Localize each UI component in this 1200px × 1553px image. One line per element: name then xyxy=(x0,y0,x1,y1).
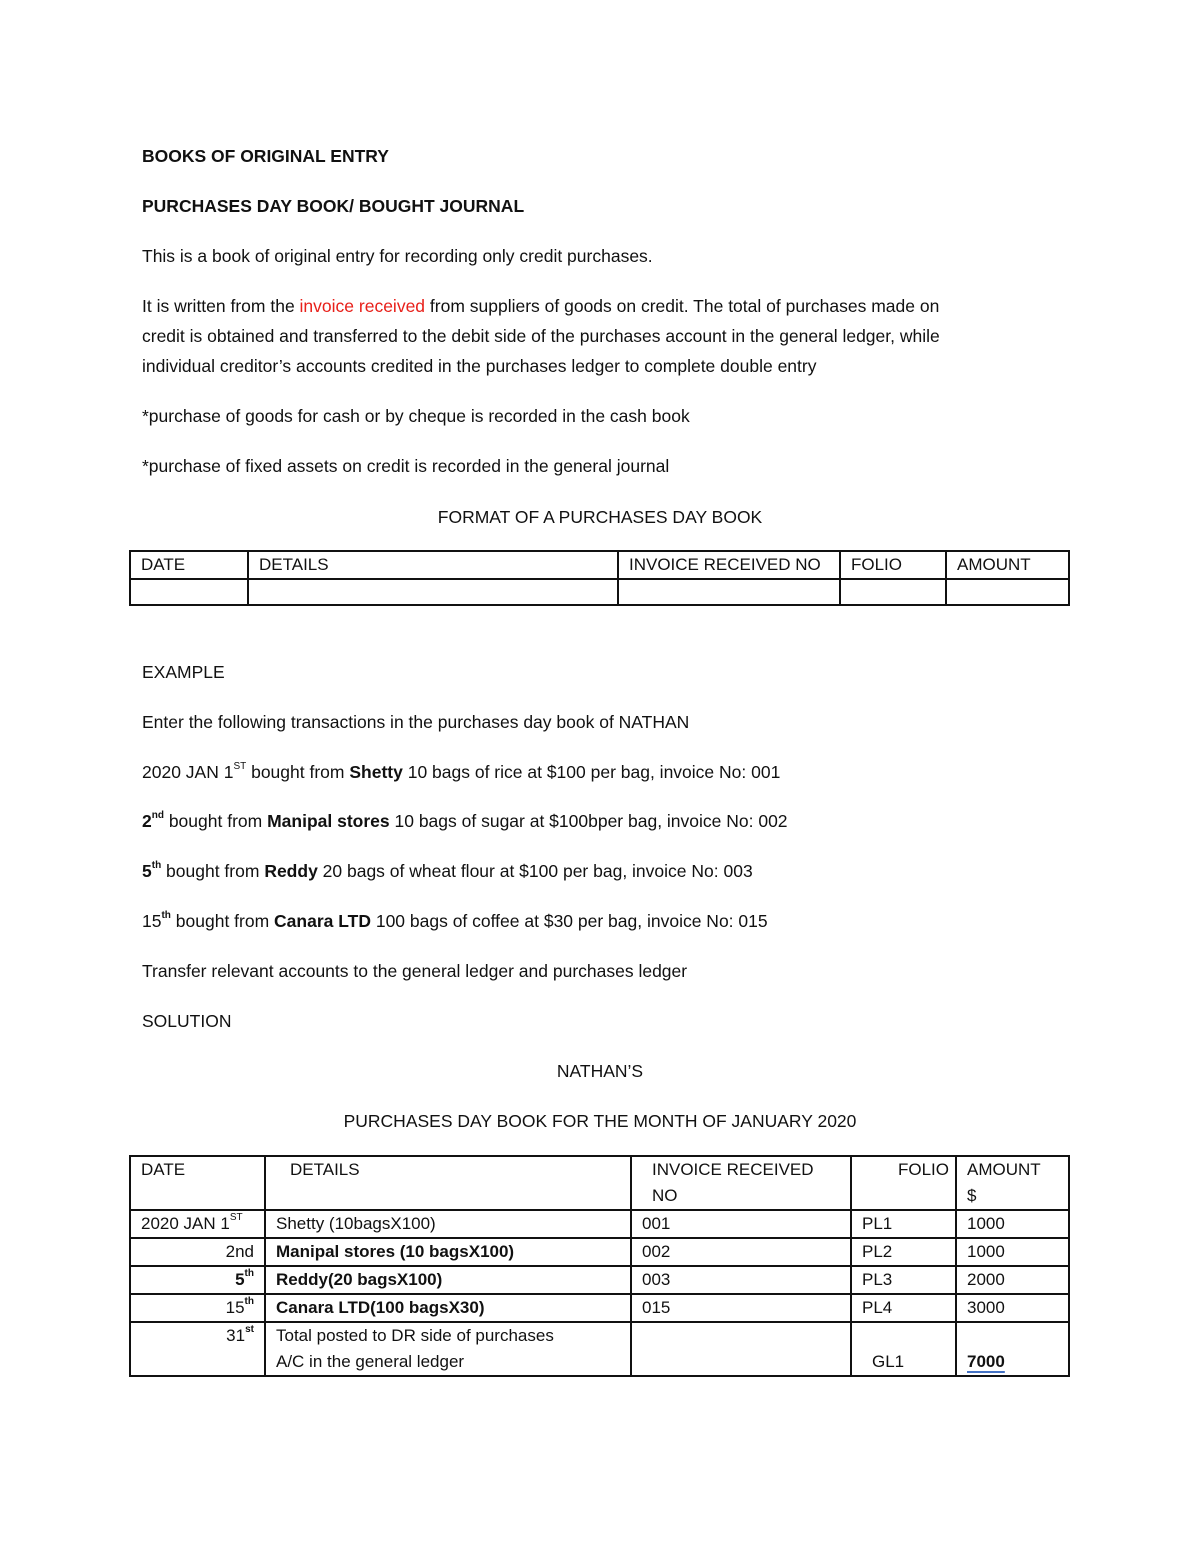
row-folio: PL2 xyxy=(851,1238,956,1266)
paragraph-line-2: credit is obtained and transferred to the debit side of the purchases account in the general ledger, while xyxy=(142,326,940,346)
row-date-text: 2nd xyxy=(225,1242,254,1261)
format-header-amount: AMOUNT xyxy=(946,551,1069,579)
txn-post: 10 bags of rice at $100 per bag, invoice No: 001 xyxy=(402,762,781,782)
txn-date-sup: th xyxy=(161,910,171,922)
total-date xyxy=(130,1322,265,1376)
row-details: Shetty (10bagsX100) xyxy=(265,1210,631,1238)
txn-date-sup: nd xyxy=(151,810,164,822)
example-label: EXAMPLE xyxy=(142,662,225,682)
heading-purchases-day-book: PURCHASES DAY BOOK/ BOUGHT JOURNAL xyxy=(142,196,525,216)
row-date-sup: ST xyxy=(229,1212,243,1224)
txn-post: 100 bags of coffee at $30 per bag, invoice No: 015 xyxy=(370,911,768,931)
format-cell xyxy=(130,579,248,605)
solution-header-details: DETAILS xyxy=(265,1156,631,1210)
solution-row xyxy=(130,1266,1069,1294)
row-date-text: 5 xyxy=(235,1270,245,1289)
format-cell xyxy=(618,579,840,605)
row-date-sup: th xyxy=(244,1268,254,1280)
transaction-line xyxy=(142,757,780,787)
amount-header-label: AMOUNT xyxy=(967,1160,1041,1179)
row-folio: PL4 xyxy=(851,1294,956,1322)
solution-row xyxy=(130,1210,1069,1238)
txn-mid: bought from xyxy=(246,762,350,782)
row-invoice: 001 xyxy=(631,1210,851,1238)
txn-mid: bought from xyxy=(161,861,265,881)
transfer-note: Transfer relevant accounts to the general ledger and purchases ledger xyxy=(142,961,688,981)
transaction-line xyxy=(142,856,753,886)
total-amount-value: 7000 xyxy=(967,1352,1005,1371)
row-folio: PL3 xyxy=(851,1266,956,1294)
txn-mid: bought from xyxy=(163,811,268,831)
txn-supplier: Manipal stores xyxy=(267,811,390,831)
row-details: Reddy(20 bagsX100) xyxy=(265,1266,631,1294)
solution-label: SOLUTION xyxy=(142,1011,232,1031)
row-date-text: 2020 JAN 1 xyxy=(141,1214,230,1233)
txn-date: 15 xyxy=(142,911,162,931)
format-header-folio: FOLIO xyxy=(840,551,946,579)
row-date xyxy=(130,1238,265,1266)
solution-table xyxy=(129,1155,1070,1377)
row-date-text: 15 xyxy=(225,1298,245,1317)
row-details: Canara LTD(100 bagsX30) xyxy=(265,1294,631,1322)
row-invoice: 002 xyxy=(631,1238,851,1266)
intro-text: This is a book of original entry for recording only credit purchases. xyxy=(142,246,653,266)
total-details-line1: Total posted to DR side of purchases xyxy=(276,1326,554,1345)
txn-mid: bought from xyxy=(170,911,275,931)
solution-row xyxy=(130,1238,1069,1266)
format-cell xyxy=(248,579,618,605)
row-invoice: 003 xyxy=(631,1266,851,1294)
solution-header-folio: FOLIO xyxy=(851,1156,956,1210)
solution-row xyxy=(130,1294,1069,1322)
total-invoice xyxy=(631,1322,851,1376)
transaction-line xyxy=(142,906,768,936)
txn-supplier: Canara LTD xyxy=(274,911,371,931)
total-folio: GL1 xyxy=(851,1322,956,1376)
example-intro: Enter the following transactions in the purchases day book of NATHAN xyxy=(142,712,690,732)
heading-books-of-original-entry: BOOKS OF ORIGINAL ENTRY xyxy=(142,146,389,166)
note-general-journal: *purchase of fixed assets on credit is recorded in the general journal xyxy=(142,456,670,476)
solution-total-row xyxy=(130,1322,1069,1376)
solution-header-row xyxy=(130,1156,1069,1210)
row-date xyxy=(130,1266,265,1294)
row-date xyxy=(130,1210,265,1238)
invoice-received-highlight: invoice received xyxy=(299,296,426,316)
txn-date-sup: ST xyxy=(233,761,247,773)
solution-header-date: DATE xyxy=(130,1156,265,1210)
txn-date: 2 xyxy=(142,811,152,831)
row-date-sup: th xyxy=(244,1296,254,1308)
format-cell xyxy=(946,579,1069,605)
txn-supplier: Shetty xyxy=(349,762,403,782)
format-header-details: DETAILS xyxy=(248,551,618,579)
paragraph-line-1 xyxy=(142,291,939,321)
row-amount: 1000 xyxy=(956,1238,1069,1266)
txn-date: 5 xyxy=(142,861,152,881)
amount-header-currency: $ xyxy=(967,1186,977,1205)
total-details xyxy=(265,1322,631,1376)
para-post: from suppliers of goods on credit. The total of purchases made on xyxy=(425,296,940,316)
row-details: Manipal stores (10 bagsX100) xyxy=(265,1238,631,1266)
format-header-date: DATE xyxy=(130,551,248,579)
total-date-sup: st xyxy=(245,1324,254,1336)
solution-title-month: PURCHASES DAY BOOK FOR THE MONTH OF JANUARY 2020 xyxy=(343,1111,857,1131)
paragraph-line-3: individual creditor’s accounts credited in the purchases ledger to complete double entry xyxy=(142,356,817,376)
total-amount xyxy=(956,1322,1069,1376)
format-title: FORMAT OF A PURCHASES DAY BOOK xyxy=(437,507,763,527)
note-cash-book: *purchase of goods for cash or by cheque is recorded in the cash book xyxy=(142,406,690,426)
row-date xyxy=(130,1294,265,1322)
row-amount: 1000 xyxy=(956,1210,1069,1238)
row-folio: PL1 xyxy=(851,1210,956,1238)
format-cell xyxy=(840,579,946,605)
format-header-invoice: INVOICE RECEIVED NO xyxy=(618,551,840,579)
solution-header-invoice: INVOICE RECEIVED NO xyxy=(631,1156,851,1210)
txn-post: 20 bags of wheat flour at $100 per bag, invoice No: 003 xyxy=(317,861,753,881)
format-header-row xyxy=(130,551,1069,579)
total-details-line2: A/C in the general ledger xyxy=(276,1352,465,1371)
solution-header-amount xyxy=(956,1156,1069,1210)
para-pre: It is written from the xyxy=(142,296,300,316)
transaction-line xyxy=(142,806,788,836)
row-amount: 3000 xyxy=(956,1294,1069,1322)
solution-title-nathans: NATHAN’S xyxy=(556,1061,644,1081)
txn-date: 2020 JAN 1 xyxy=(142,762,234,782)
row-invoice: 015 xyxy=(631,1294,851,1322)
txn-post: 10 bags of sugar at $100bper bag, invoice No: 002 xyxy=(389,811,788,831)
total-date-text: 31 xyxy=(226,1326,246,1345)
txn-date-sup: th xyxy=(151,860,162,872)
txn-supplier: Reddy xyxy=(264,861,318,881)
format-empty-row xyxy=(130,579,1069,605)
row-amount: 2000 xyxy=(956,1266,1069,1294)
format-table xyxy=(129,550,1070,606)
